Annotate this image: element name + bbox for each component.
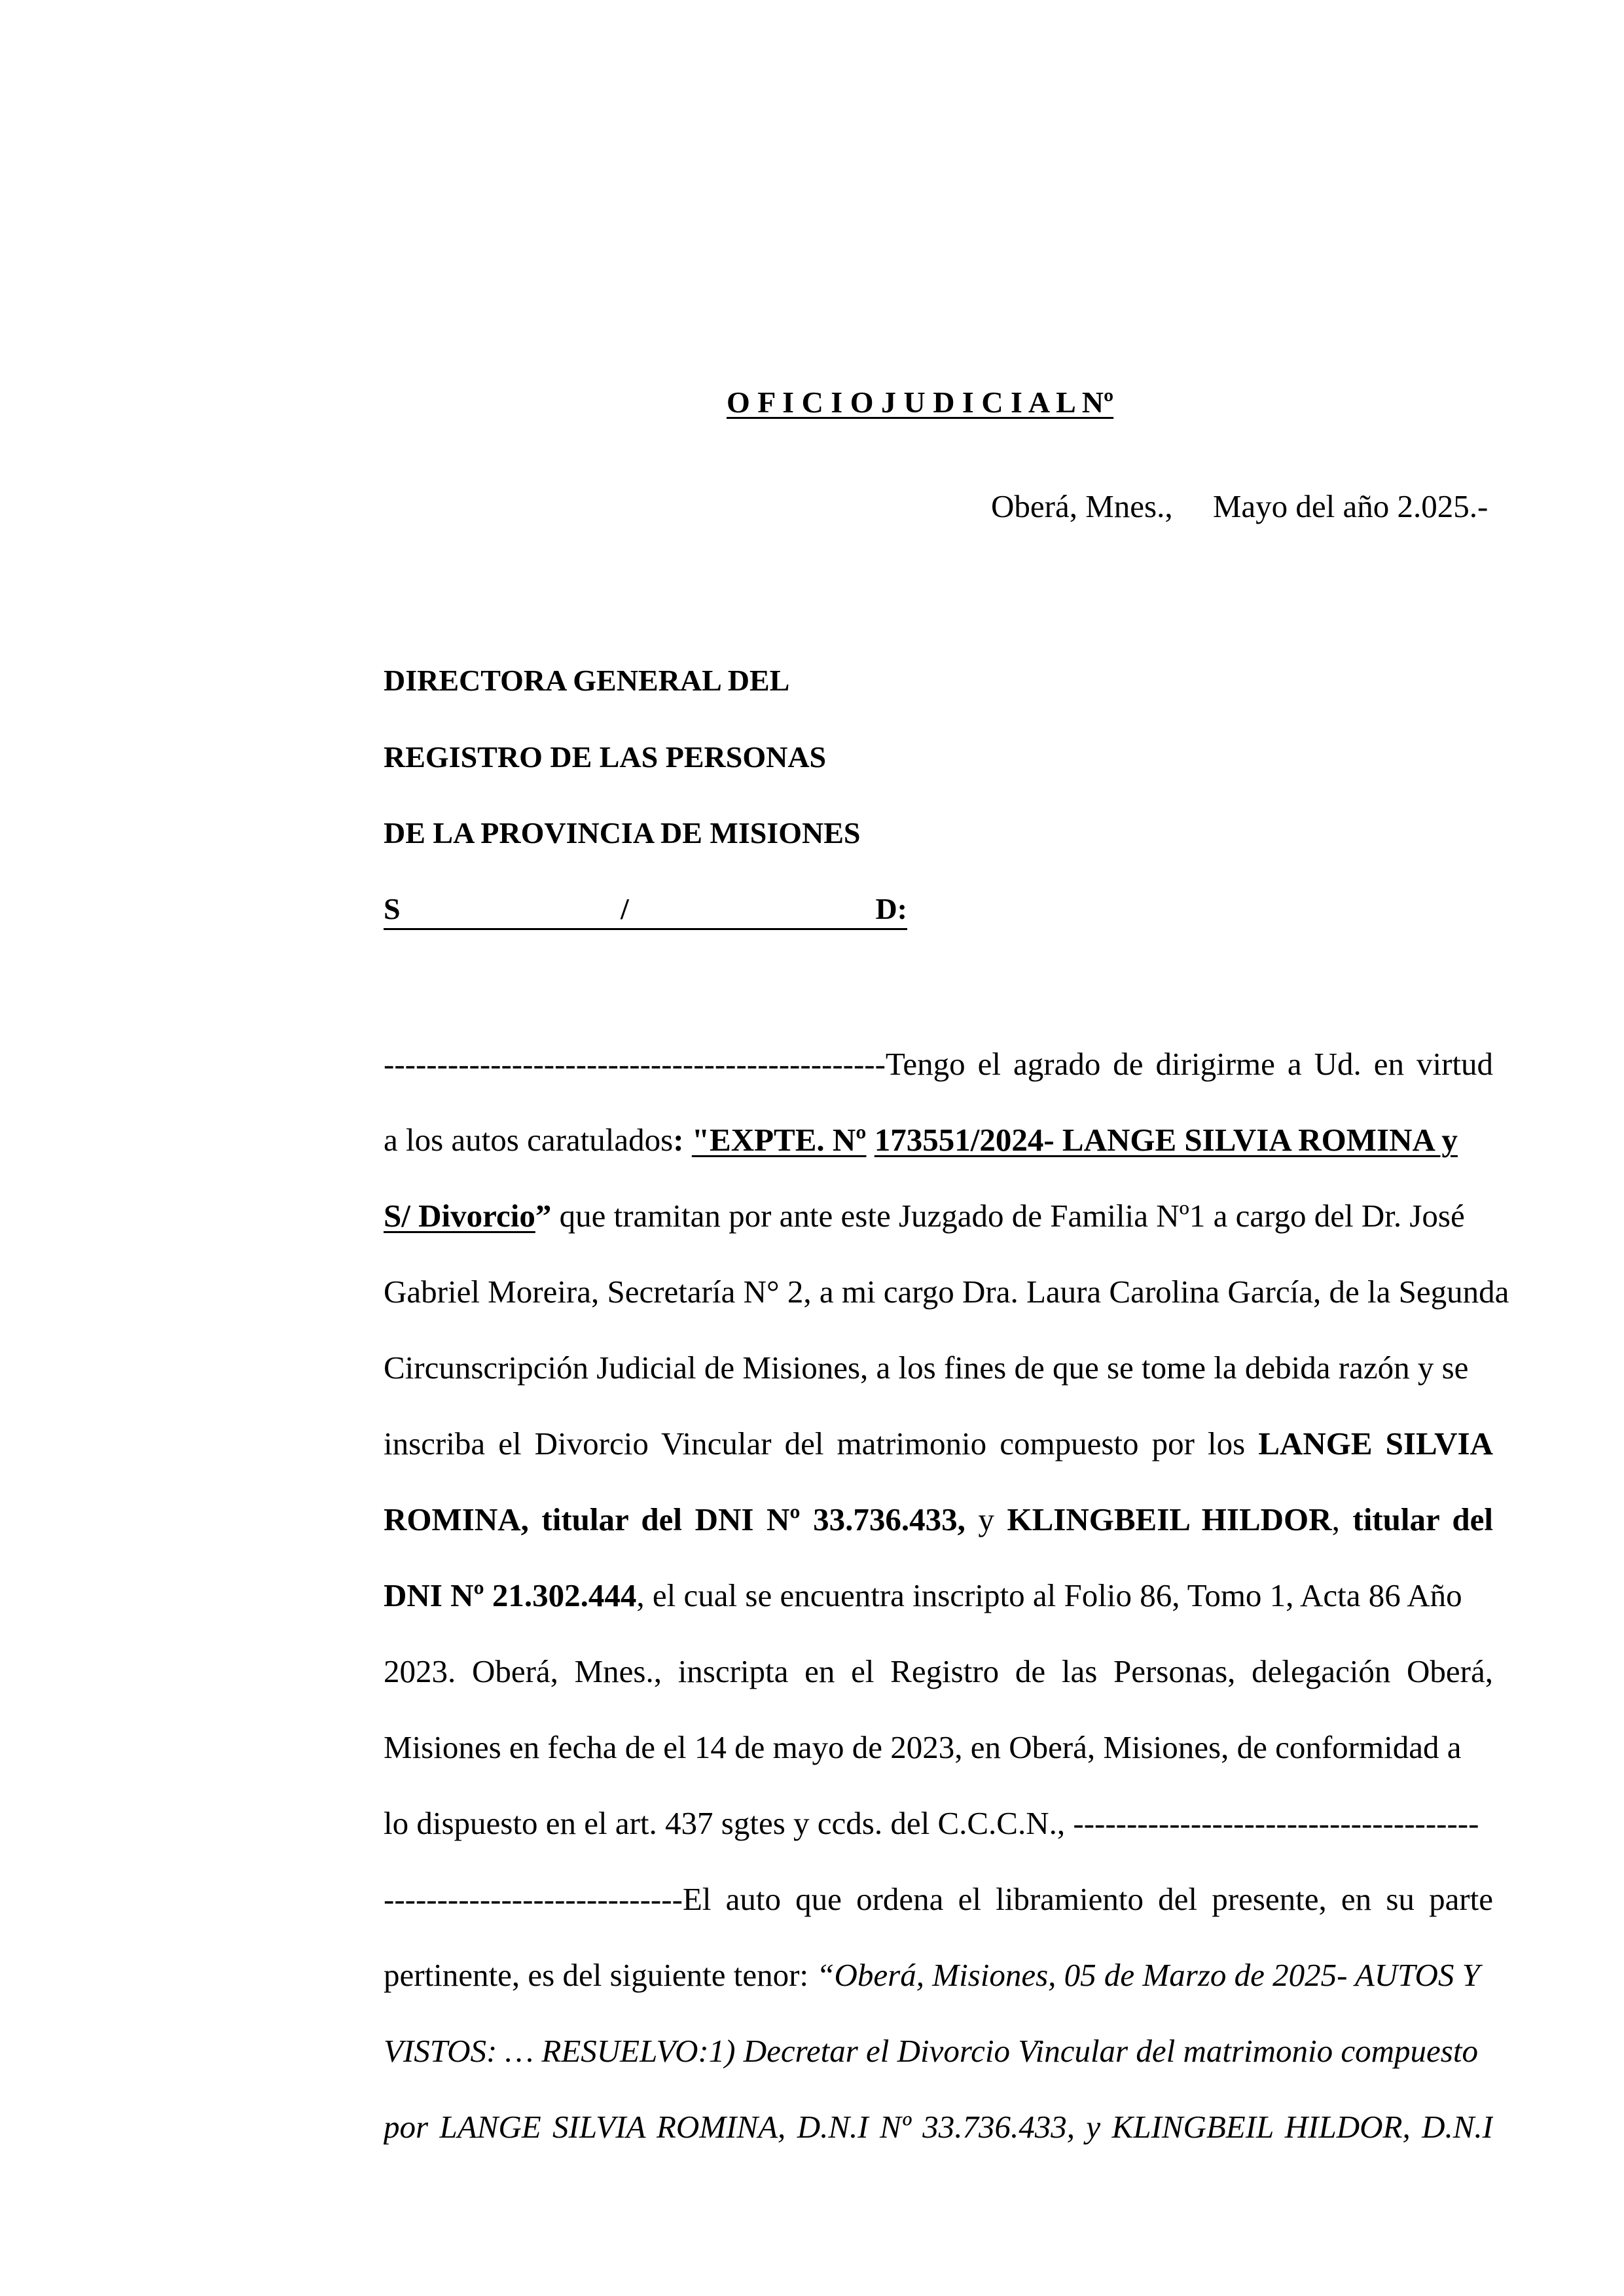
case-type: S/ Divorcio xyxy=(384,1198,535,1234)
body-line-2-a: a los autos caratulados xyxy=(384,1122,674,1158)
party-name-1-start: LANGE SILVIA xyxy=(1258,1426,1493,1462)
body-line-11: lo dispuesto en el art. 437 sgtes y ccds. del C.C.C.N., -------------------------------------- xyxy=(384,1805,1479,1841)
body-line-1-text: Tengo el agrado de dirigirme a Ud. en virtud xyxy=(885,1046,1493,1082)
addressee-line-2: REGISTRO DE LAS PERSONAS xyxy=(384,740,827,774)
body-line-6 xyxy=(384,1424,1493,1463)
sd-slash: / xyxy=(621,892,629,925)
case-type-quote: ” xyxy=(535,1198,552,1234)
party-name-2: KLINGBEIL HILDOR xyxy=(1007,1501,1332,1537)
sd-line xyxy=(384,891,907,932)
sd-underline xyxy=(384,928,907,930)
sd-d: D: xyxy=(875,892,907,925)
body-line-7 xyxy=(384,1500,1493,1539)
body-line-13 xyxy=(384,1956,1493,1995)
resolution-quote-start: “Oberá, Misiones, 05 de Marzo de 2025- AUTOS Y xyxy=(816,1957,1480,1993)
expediente-prefix: "EXPTE. Nº xyxy=(691,1122,867,1158)
sd-s: S xyxy=(384,892,401,925)
body-line-2 xyxy=(384,1121,1493,1160)
document-title: O F I C I O J U D I C I A L Nº xyxy=(727,386,1114,419)
body-line-3 xyxy=(384,1196,1493,1236)
body-line-12 xyxy=(384,1880,1493,1919)
addressee-line-3: DE LA PROVINCIA DE MISIONES xyxy=(384,816,861,850)
body-line-4: Gabriel Moreira, Secretaría N° 2, a mi cargo Dra. Laura Carolina García, de la Segunda xyxy=(384,1274,1509,1310)
party-2-dni: DNI Nº 21.302.444 xyxy=(384,1577,637,1613)
body-line-3-rest: que tramitan por ante este Juzgado de Familia Nº1 a cargo del Dr. José xyxy=(551,1198,1465,1234)
addressee-line-1: DIRECTORA GENERAL DEL xyxy=(384,664,790,697)
date-line xyxy=(991,488,1488,525)
body-line-15: por LANGE SILVIA ROMINA, D.N.I Nº 33.736.433, y KLINGBEIL HILDOR, D.N.I xyxy=(384,2109,1493,2145)
body-line-14: VISTOS: … RESUELVO:1) Decretar el Divorcio Vincular del matrimonio compuesto xyxy=(384,2033,1478,2069)
body-line-8-rest: , el cual se encuentra inscripto al Folio 86, Tomo 1, Acta 86 Año xyxy=(636,1577,1462,1613)
date-text: Mayo del año 2.025.- xyxy=(1212,488,1489,524)
expediente-caption: 173551/2024- LANGE SILVIA ROMINA y xyxy=(874,1122,1458,1158)
body-line-5: Circunscripción Judicial de Misiones, a los fines de que se tome la debida razón y se xyxy=(384,1350,1469,1386)
body-line-12-dashes: ---------------------------- xyxy=(384,1881,683,1917)
body-line-13-a: pertinente, es del siguiente tenor: xyxy=(384,1957,817,1993)
date-place: Oberá, Mnes., xyxy=(991,488,1173,524)
body-line-1-dashes: ----------------------------------------------- xyxy=(384,1046,886,1082)
body-line-10: Misiones en fecha de el 14 de mayo de 2023, en Oberá, Misiones, de conformidad a xyxy=(384,1729,1462,1765)
body-line-9: 2023. Oberá, Mnes., inscripta en el Registro de las Personas, delegación Oberá, xyxy=(384,1653,1493,1689)
body-line-7-titular: titular del xyxy=(1352,1501,1493,1537)
body-line-8 xyxy=(384,1576,1493,1615)
body-line-2-colon: : xyxy=(673,1122,692,1158)
body-line-7-y: y xyxy=(965,1501,1007,1537)
body-line-7-comma: , xyxy=(1331,1501,1353,1537)
body-line-12-text: El auto que ordena el libramiento del presente, en su parte xyxy=(682,1881,1493,1917)
party-name-1-end: ROMINA, titular del DNI Nº 33.736.433, xyxy=(384,1501,965,1537)
body-line-1 xyxy=(384,1045,1493,1084)
body-line-6-a: inscriba el Divorcio Vincular del matrimonio compuesto por los xyxy=(384,1426,1259,1462)
